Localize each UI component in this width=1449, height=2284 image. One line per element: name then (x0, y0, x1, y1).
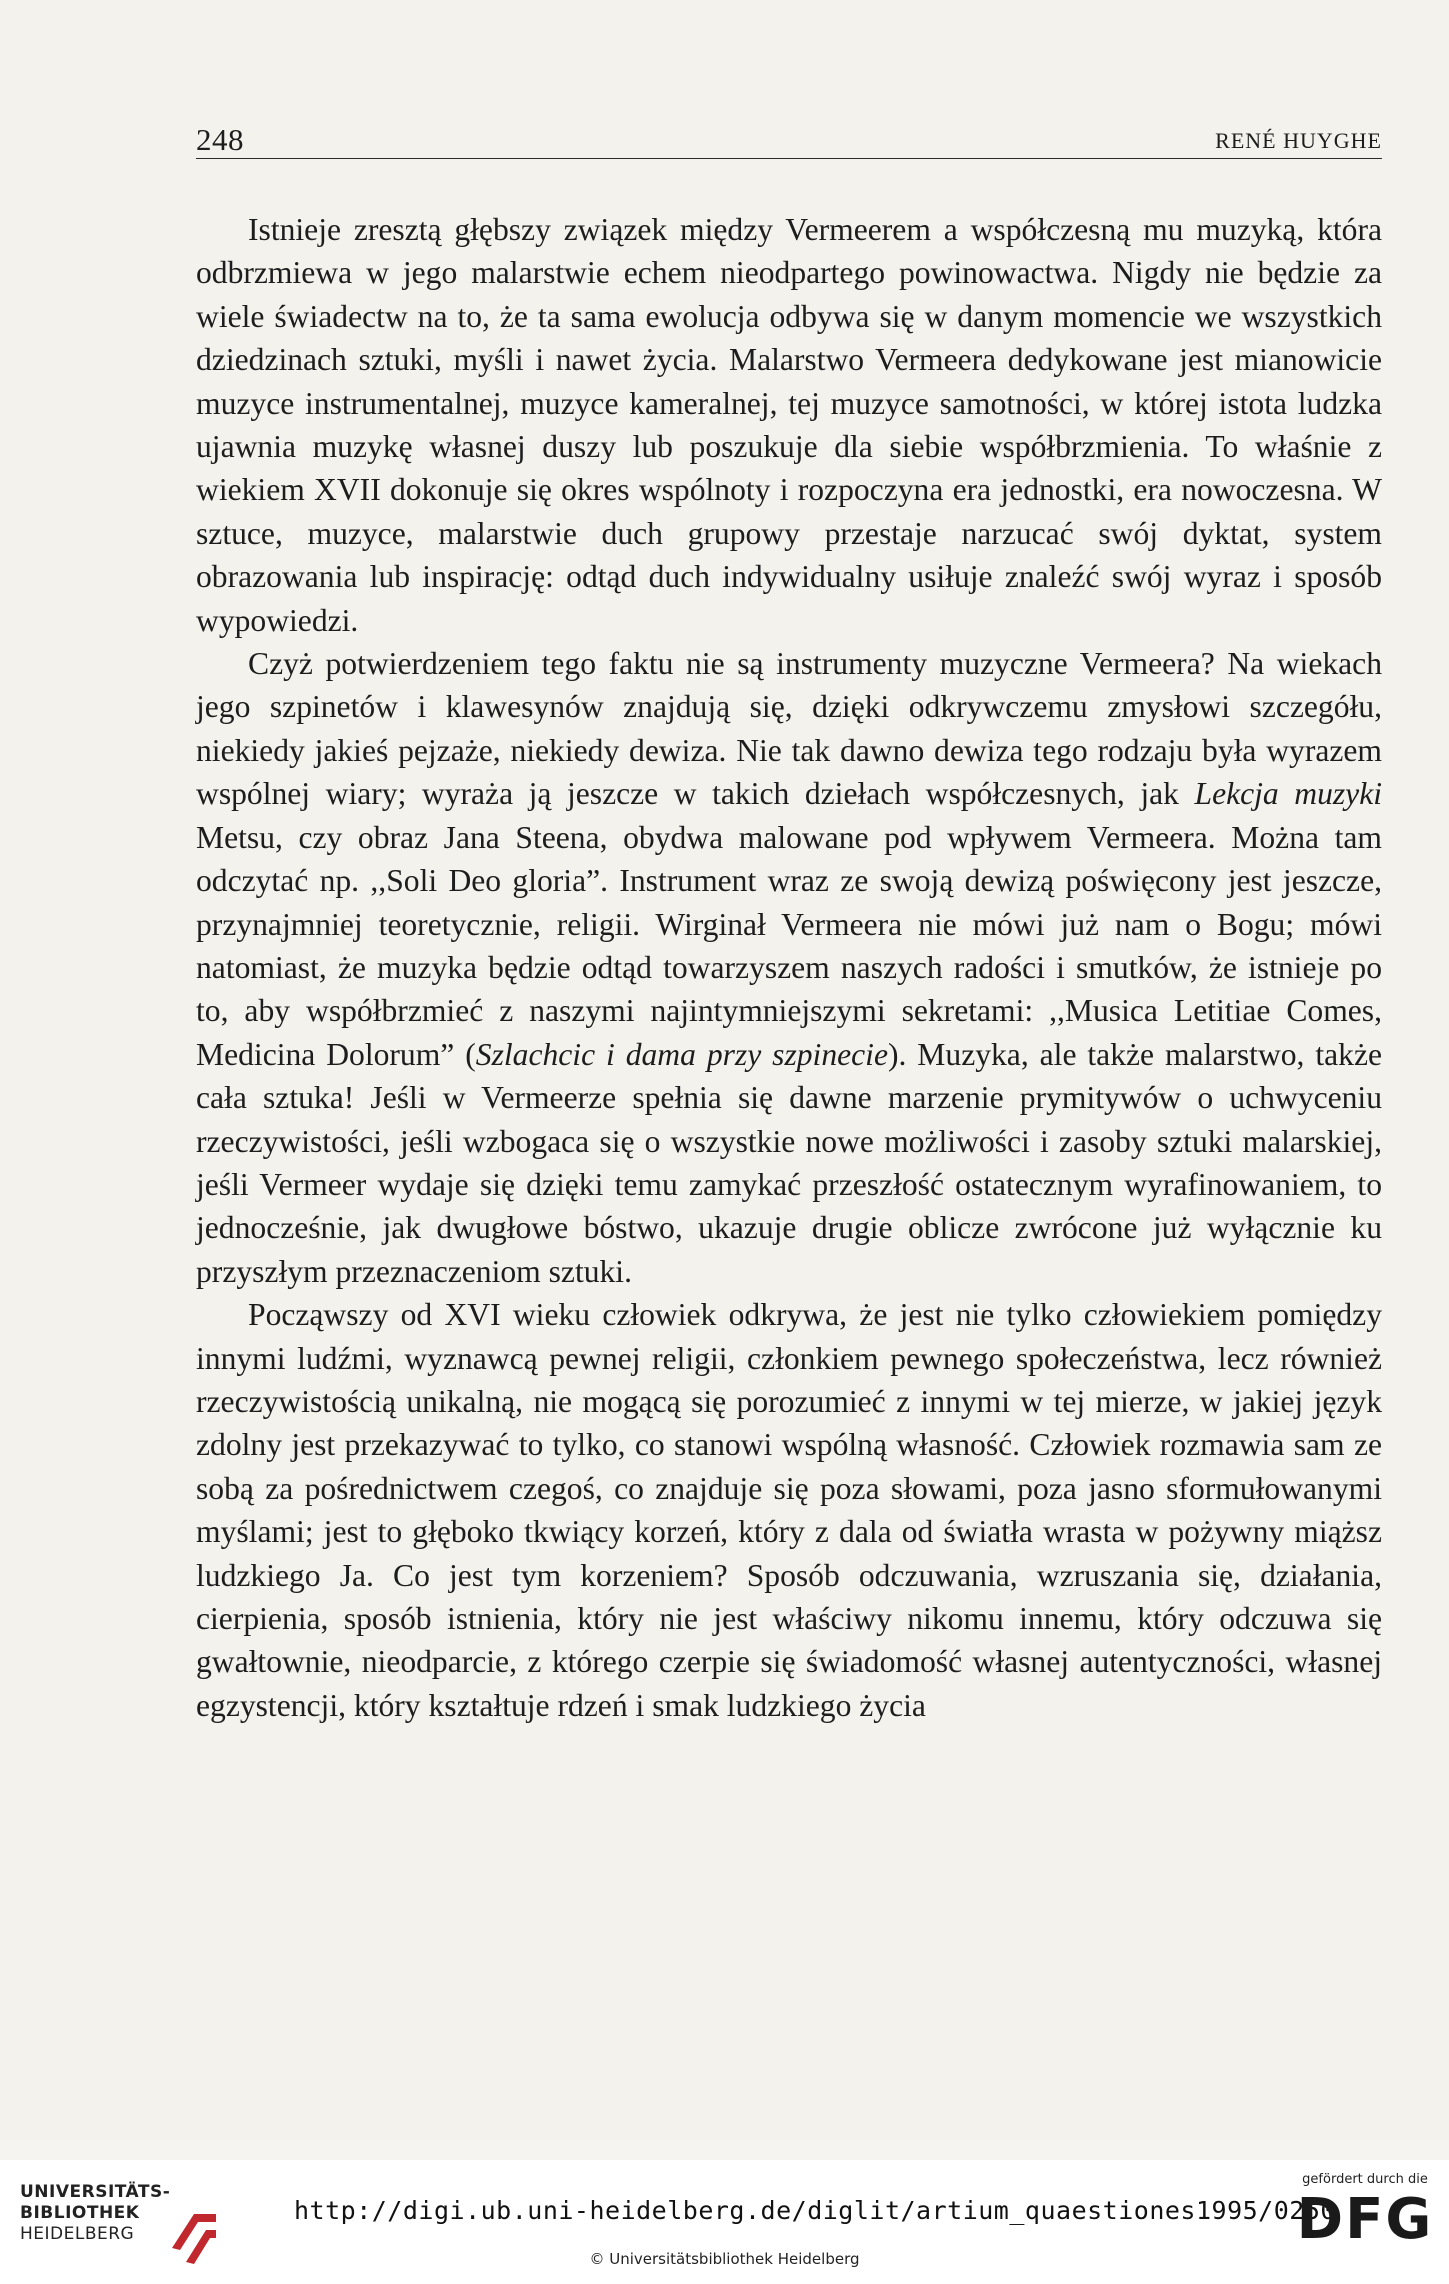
paragraph (196, 208, 1382, 642)
page-number: 248 (196, 122, 244, 157)
text-run: Metsu, czy obraz Jana Steena, obydwa malowane pod wpływem Vermeera. Można tam odczytać np. ,,Soli Deo gloria”. Instrument wraz ze swoją dewizą poświęcony jest jeszcze, przynajmniej teoretycznie, religii. Wirginał Vermeera nie mówi już nam o Bogu; mówi natomiast, że muzyka będzie odtąd towarzyszem naszych radości i smutków, że istnieje po to, aby współbrzmieć z naszymi najintymniejszymi sekretami: ,,Musica Letitiae Comes, Medicina Dolorum” ( (196, 819, 1382, 1072)
body-text (196, 208, 1382, 1727)
running-head: RENÉ HUYGHE (1215, 128, 1382, 153)
italic-title: Lekcja muzyki (1194, 776, 1382, 812)
dfg-funder-block[interactable] (1290, 2172, 1440, 2272)
text-run: Czyż potwierdzeniem tego faktu nie są instrumenty muzyczne Vermeera? Na wiekach jego szpinetów i klawesynów znajdują się, dzięki odkrywczemu zmysłowi szczegółu, niekiedy jakieś pejzaże, niekiedy dewiza. Nie tak dawno dewiza tego rodzaju była wyrazem wspólnej wiary; wyraża ją jeszcze w takich dziełach współczesnych, jak (196, 646, 1382, 812)
text-run: Począwszy od XVI wieku człowiek odkrywa, że jest nie tylko człowiekiem pomiędzy innymi ludźmi, wyznawcą pewnej religii, członkiem pewnego społeczeństwa, lecz również rzeczywistością unikalną, nie mogącą się porozumieć z innymi w tej mierze, w jakiej język zdolny jest przekazywać to tylko, co stanowi wspólną własność. Człowiek rozmawia sam ze sobą za pośrednictwem czegoś, co znajduje się poza słowami, poza jasno sformułowanymi myślami; jest to głęboko tkwiący korzeń, który z dala od światła wrasta w pożywny miąższ ludzkiego Ja. Co jest tym korzeniem? Sposób odczuwania, wzruszania się, działania, cierpienia, sposób istnienia, który nie jest właściwy nikomu innemu, który odczuwa się gwałtownie, nieodparcie, z którego czerpie się świadomość własnej autentyczności, własnej egzystencji, który kształtuje rdzeń i smak ludzkiego życia (196, 1297, 1382, 1723)
paragraph (196, 1293, 1382, 1727)
paragraph (196, 642, 1382, 1293)
copyright-notice: © Universitätsbibliothek Heidelberg (589, 2250, 860, 2268)
italic-title: Szlachcic i dama przy szpinecie (475, 1036, 888, 1072)
digital-object-url-link[interactable]: http://digi.ub.uni-heidelberg.de/diglit/artium_quaestiones1995/0250 (294, 2196, 1336, 2225)
library-line-1: UNIVERSITÄTS- (20, 2182, 171, 2202)
dfg-logo: DFG (1296, 2187, 1434, 2252)
library-line-2: BIBLIOTHEK (20, 2203, 140, 2223)
footer-bar (0, 2160, 1449, 2284)
text-run: Istnieje zresztą głębszy związek między Vermeerem a współczesną mu muzyką, która odbrzmiewa w jego malarstwie echem nieodpartego powinowactwa. Nigdy nie będzie za wiele świadectw na to, że ta sama ewolucja odbywa się w danym momencie we wszystkich dziedzinach sztuki, myśli i nawet życia. Malarstwo Vermeera dedykowane jest mianowicie muzyce instrumentalnej, muzyce kameralnej, tej muzyce samotności, w której istota ludzka ujawnia muzykę własnej duszy lub poszukuje dla siebie współbrzmienia. To właśnie z wiekiem XVII dokonuje się okres wspólnoty i rozpoczyna era jednostki, era nowoczesna. W sztuce, muzyce, malarstwie duch grupowy przestaje narzucać swój dyktat, system obrazowania lub inspirację: odtąd duch indywidualny usiłuje znaleźć swój wyraz i sposób wypowiedzi. (196, 212, 1382, 638)
library-line-3: HEIDELBERG (20, 2224, 135, 2244)
text-run: ). Muzyka, ale także malarstwo, także cała sztuka! Jeśli w Vermeerze spełnia się dawne marzenie prymitywów o uchwyceniu rzeczywistości, jeśli wzbogaca się o wszystkie nowe możliwości i zasoby sztuki malarskiej, jeśli Vermeer wydaje się dzięki temu zamykać przeszłość ostatecznym wyrafinowaniem, to jednocześnie, jak dwugłowe bóstwo, ukazuje drugie oblicze zwrócone już wyłącznie ku przyszłym przeznaczeniom sztuki. (196, 1036, 1383, 1289)
page-header (196, 118, 1382, 159)
funder-caption: gefördert durch die (1302, 2172, 1428, 2187)
